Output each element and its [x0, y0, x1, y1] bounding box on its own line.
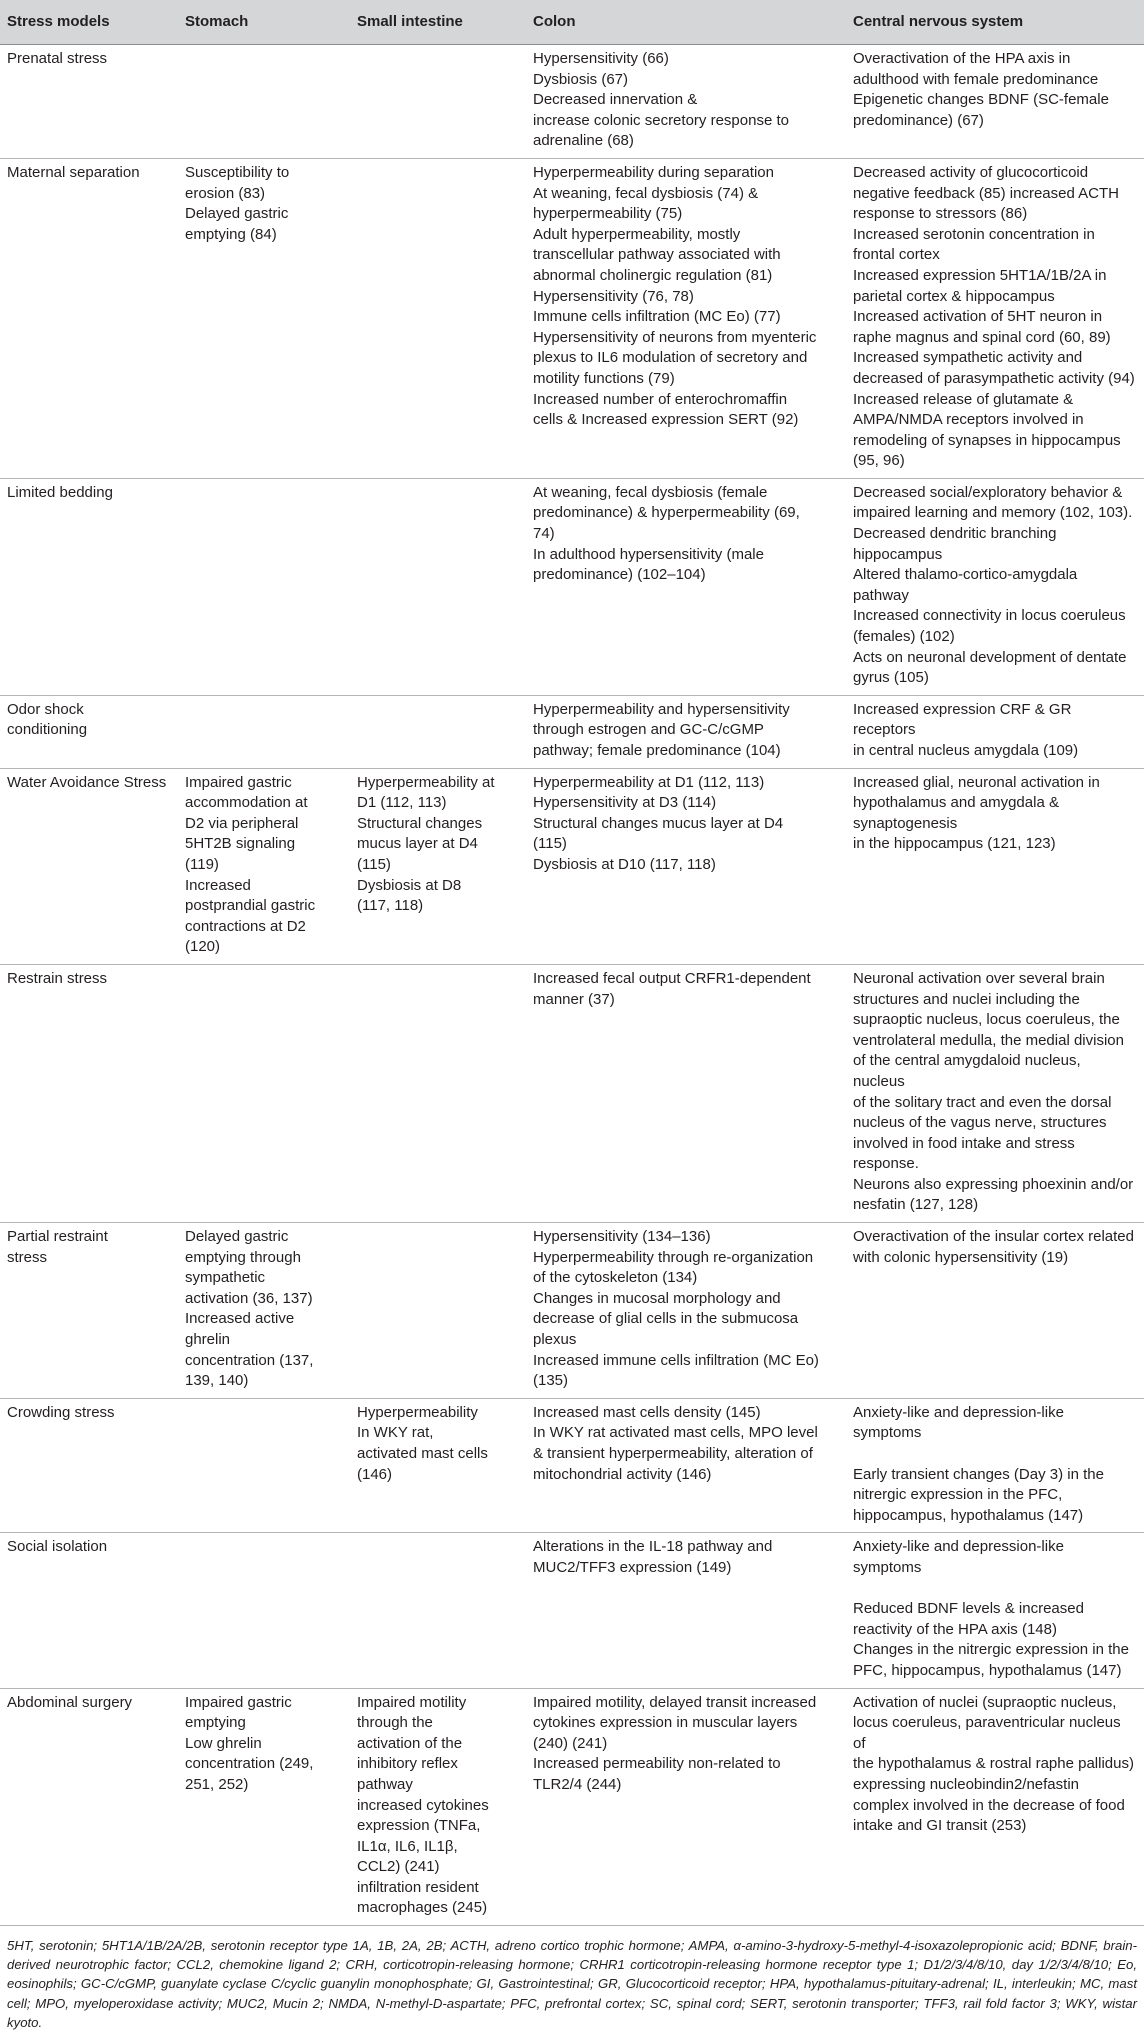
- header-colon: Colon: [526, 0, 846, 45]
- cell-stress-model: [0, 158, 178, 478]
- cell-line: predominance) (67): [853, 111, 984, 129]
- cell-line: manner (37): [533, 990, 615, 1008]
- cell-line: cytokines expression in muscular layers: [533, 1714, 798, 1732]
- cell-line: Structural changes mucus layer at D4: [533, 814, 784, 832]
- table-header-row: [0, 0, 1144, 45]
- cell-line: At weaning, fecal dysbiosis (74) &: [533, 184, 759, 202]
- cell-line: Changes in mucosal morphology and: [533, 1289, 781, 1307]
- cell-line: pathway: [357, 1775, 413, 1793]
- cell-line: Early transient changes (Day 3) in the: [853, 1465, 1104, 1483]
- cell-line: Acts on neuronal development of dentate: [853, 648, 1127, 666]
- cell-line: D2 via peripheral: [185, 814, 299, 832]
- cell-line: Immune cells infiltration (MC Eo) (77): [533, 308, 781, 326]
- cell-line: Impaired motility: [357, 1693, 467, 1711]
- cell-line: Changes in the nitrergic expression in the: [853, 1641, 1129, 1659]
- cell-line: Increased expression 5HT1A/1B/2A in: [853, 266, 1107, 284]
- cell-line: Increased serotonin concentration in: [853, 225, 1095, 243]
- cell-line: 251, 252): [185, 1775, 249, 1793]
- cell-line: (146): [357, 1465, 393, 1483]
- cell-line: Dysbiosis (67): [533, 70, 629, 88]
- cell-line: Susceptibility to: [185, 163, 290, 181]
- cell-stomach: [178, 768, 350, 964]
- cell-small-intestine: [350, 45, 526, 159]
- cell-line: infiltration resident: [357, 1878, 479, 1896]
- cell-line: Increased number of enterochromaffin: [533, 390, 788, 408]
- cell-line: CCL2) (241): [357, 1858, 440, 1876]
- cell-line: intake and GI transit (253): [853, 1817, 1027, 1835]
- cell-line: concentration (249,: [185, 1755, 314, 1773]
- cell-small-intestine: [350, 964, 526, 1222]
- cell-line: gyrus (105): [853, 669, 929, 687]
- cell-line: & transient hyperpermeability, alteration of: [533, 1445, 813, 1462]
- cell-small-intestine: [350, 158, 526, 478]
- cell-colon: [526, 1533, 846, 1688]
- cell-line: decreased of parasympathetic activity (94): [853, 369, 1135, 387]
- cell-cns: [846, 1223, 1144, 1399]
- cell-line: Hypersensitivity (66): [533, 50, 669, 67]
- cell-stomach: [178, 478, 350, 695]
- table-row: [0, 1398, 1144, 1533]
- cell-line: Decreased innervation &: [533, 91, 698, 109]
- cell-line: In adulthood hypersensitivity (male: [533, 545, 764, 563]
- cell-small-intestine: [350, 1533, 526, 1688]
- cell-colon: [526, 1223, 846, 1399]
- cell-line: plexus to IL6 modulation of secretory and: [533, 349, 808, 367]
- table-row: [0, 478, 1144, 695]
- cell-line: of the solitary tract and even the dorsal: [853, 1093, 1112, 1111]
- cell-line: abnormal cholinergic regulation (81): [533, 266, 773, 284]
- cell-line: (120): [185, 938, 221, 956]
- cell-line: Hypersensitivity (76, 78): [533, 287, 694, 305]
- cell-line: sympathetic: [185, 1269, 266, 1287]
- cell-line: ventrolateral medulla, the medial division: [853, 1031, 1124, 1049]
- cell-colon: [526, 158, 846, 478]
- cell-line: D1 (112, 113): [357, 794, 447, 812]
- cell-line: (95, 96): [853, 452, 905, 470]
- cell-line: stress: [7, 1248, 48, 1266]
- cell-cns: [846, 478, 1144, 695]
- cell-line: decrease of glial cells in the submucosa: [533, 1310, 799, 1328]
- cell-line: of the central amygdaloid nucleus, nucleus: [853, 1052, 1081, 1090]
- cell-line: IL1α, IL6, IL1β,: [357, 1837, 458, 1855]
- cell-line: mucus layer at D4: [357, 835, 478, 853]
- table-row: [0, 1223, 1144, 1399]
- cell-line: Increased: [185, 876, 251, 894]
- cell-line: predominance) & hyperpermeability (69,: [533, 504, 800, 522]
- cell-line: through the: [357, 1714, 433, 1732]
- cell-line: postprandial gastric: [185, 897, 316, 915]
- cell-line: Crowding stress: [7, 1403, 115, 1421]
- cell-stomach: [178, 964, 350, 1222]
- cell-stress-model: [0, 1688, 178, 1926]
- header-stomach: Stomach: [178, 0, 350, 45]
- cell-line: (115): [533, 835, 567, 853]
- table-footnote: 5HT, serotonin; 5HT1A/1B/2A/2B, serotonin receptor type 1A, 1B, 2A, 2B; ACTH, adreno cortico trophic hormone; AMPA, α-amino-3-hydroxy-5-methyl-4-isoxazolepropionic acid; BDNF, brain-derived neurotrophic factor; CCL2, chemokine ligand 2; CRH, corticotropin-releasing hormone; CRHR1 corticotropin-releasing hormone receptor type 1; D1/2/3/4/8/10, day 1/2/3/4/8/10; Eo, eosinophils; GC-C/cGMP, guanylate cyclase C/cyclic guanylin monophosphate; GI, Gastrointestinal; GR, Glucocorticoid receptor; HPA, hypothalamus-pituitary-adrenal; IL, interleukin; MC, mast cell; MPO, myeloperoxidase activity; MUC2, Mucin 2; NMDA, N-methyl-D-aspartate; PFC, prefrontal cortex; SC, spinal cord; SERT, serotonin transporter; TFF3, rail fold factor 3; WKY, wistar kyoto.: [7, 1938, 1137, 2030]
- cell-stomach: [178, 695, 350, 768]
- cell-stomach: [178, 1398, 350, 1533]
- cell-line: Hyperpermeability through re-organization: [533, 1248, 814, 1266]
- cell-stress-model: [0, 1223, 178, 1399]
- cell-line: pathway: [853, 586, 909, 604]
- cell-cns: [846, 1533, 1144, 1688]
- cell-line: (135): [533, 1372, 569, 1390]
- cell-line: Hyperpermeability during separation: [533, 163, 774, 181]
- cell-line: inhibitory reflex: [357, 1755, 458, 1773]
- cell-line: Restrain stress: [7, 969, 108, 987]
- cell-stress-model: [0, 964, 178, 1222]
- cell-line: complex involved in the decrease of food: [853, 1796, 1125, 1814]
- cell-line: in the hippocampus (121, 123): [853, 835, 1056, 853]
- cell-line: remodeling of synapses in hippocampus: [853, 431, 1121, 449]
- cell-line: frontal cortex: [853, 246, 940, 264]
- cell-line: negative feedback (85) increased ACTH: [853, 184, 1119, 202]
- cell-line: Anxiety-like and depression-like symptoms: [853, 1403, 1064, 1442]
- cell-stress-model: [0, 1533, 178, 1688]
- cell-stomach: [178, 158, 350, 478]
- cell-colon: [526, 695, 846, 768]
- cell-line: Hyperpermeability at D1 (112, 113): [533, 773, 765, 791]
- cell-line: Activation of nuclei (supraoptic nucleus,: [853, 1693, 1117, 1711]
- cell-line: Abdominal surgery: [7, 1693, 133, 1711]
- cell-line: PFC, hippocampus, hypothalamus (147): [853, 1661, 1122, 1679]
- cell-cns: [846, 158, 1144, 478]
- table-body: [0, 45, 1144, 1926]
- cell-colon: [526, 768, 846, 964]
- cell-line: Hypersensitivity of neurons from myenteric: [533, 328, 817, 346]
- cell-colon: [526, 1688, 846, 1926]
- cell-line: Social isolation: [7, 1538, 108, 1556]
- cell-line: with colonic hypersensitivity (19): [853, 1248, 1069, 1266]
- cell-line: in central nucleus amygdala (109): [853, 742, 1079, 759]
- cell-small-intestine: [350, 478, 526, 695]
- cell-cns: [846, 768, 1144, 964]
- cell-line: emptying through: [185, 1248, 301, 1266]
- cell-line: Prenatal stress: [7, 50, 108, 67]
- cell-line: Impaired gastric: [185, 1693, 292, 1711]
- cell-stomach: [178, 1223, 350, 1399]
- cell-line: Increased activation of 5HT neuron in: [853, 308, 1103, 326]
- cell-line: Overactivation of the HPA axis in: [853, 50, 1071, 67]
- cell-cns: [846, 964, 1144, 1222]
- cell-line: Neurons also expressing phoexinin and/or: [853, 1175, 1134, 1193]
- cell-line: MUC2/TFF3 expression (149): [533, 1558, 732, 1576]
- cell-line: motility functions (79): [533, 369, 675, 387]
- cell-line: pathway; female predominance (104): [533, 742, 781, 759]
- cell-line: Limited bedding: [7, 483, 113, 501]
- cell-line: adulthood with female predominance: [853, 70, 1099, 88]
- cell-line: activation (36, 137): [185, 1289, 313, 1307]
- cell-line: adrenaline (68): [533, 132, 634, 150]
- cell-stress-model: [0, 45, 178, 159]
- cell-line: hippocampus, hypothalamus (147): [853, 1506, 1084, 1524]
- cell-line: raphe magnus and spinal cord (60, 89): [853, 328, 1111, 346]
- cell-line: Low ghrelin: [185, 1734, 262, 1752]
- cell-line: involved in food intake and stress: [853, 1134, 1075, 1152]
- cell-line: increase colonic secretory response to: [533, 111, 789, 129]
- table-row: [0, 1533, 1144, 1688]
- cell-line: 74): [533, 525, 555, 543]
- cell-small-intestine: [350, 768, 526, 964]
- cell-line: (females) (102): [853, 628, 955, 646]
- cell-line: hypothalamus and amygdala &: [853, 794, 1059, 812]
- cell-line: Partial restraint: [7, 1228, 108, 1246]
- header-central-nervous-system: Central nervous system: [846, 0, 1144, 45]
- cell-line: Structural changes: [357, 814, 483, 832]
- cell-line: supraoptic nucleus, locus coeruleus, the: [853, 1011, 1120, 1029]
- cell-line: response.: [853, 1155, 919, 1173]
- cell-line: predominance) (102–104): [533, 566, 706, 584]
- cell-line: Delayed gastric: [185, 1228, 289, 1246]
- cell-stress-model: [0, 478, 178, 695]
- cell-line: emptying: [185, 1714, 246, 1732]
- cell-stress-model: [0, 695, 178, 768]
- cell-line: nitrergic expression in the PFC,: [853, 1486, 1063, 1504]
- cell-line: hippocampus: [853, 545, 943, 563]
- cell-line: Neuronal activation over several brain: [853, 969, 1105, 987]
- cell-line: Altered thalamo-cortico-amygdala: [853, 566, 1078, 584]
- cell-line: Decreased dendritic branching: [853, 525, 1057, 543]
- cell-small-intestine: [350, 695, 526, 768]
- table-row: [0, 964, 1144, 1222]
- cell-line: AMPA/NMDA receptors involved in: [853, 411, 1084, 429]
- cell-line: erosion (83): [185, 184, 266, 202]
- cell-line: Decreased activity of glucocorticoid: [853, 163, 1089, 181]
- cell-cns: [846, 1398, 1144, 1533]
- cell-line: Increased release of glutamate &: [853, 390, 1074, 408]
- cell-line: Increased expression CRF & GR receptors: [853, 700, 1072, 739]
- cell-line: (117, 118): [357, 897, 424, 915]
- cell-line: Adult hyperpermeability, mostly: [533, 225, 741, 243]
- cell-line: macrophages (245): [357, 1899, 488, 1917]
- cell-line: (240) (241): [533, 1734, 608, 1752]
- cell-line: conditioning: [7, 721, 88, 739]
- cell-line: (119): [185, 855, 219, 873]
- cell-line: [853, 1579, 1136, 1600]
- cell-line: Dysbiosis at D10 (117, 118): [533, 855, 716, 873]
- cell-small-intestine: [350, 1398, 526, 1533]
- cell-line: Delayed gastric: [185, 205, 289, 223]
- cell-line: Increased permeability non-related to: [533, 1755, 781, 1773]
- table-row: [0, 695, 1144, 768]
- cell-line: [853, 1444, 1136, 1465]
- cell-stress-model: [0, 768, 178, 964]
- cell-line: hyperpermeability (75): [533, 205, 683, 223]
- cell-line: expressing nucleobindin2/nefastin: [853, 1775, 1079, 1793]
- table-row: [0, 45, 1144, 159]
- cell-line: response to stressors (86): [853, 205, 1028, 223]
- cell-line: Hyperpermeability and hypersensitivity: [533, 700, 790, 718]
- cell-line: mitochondrial activity (146): [533, 1465, 712, 1483]
- cell-line: parietal cortex & hippocampus: [853, 287, 1055, 305]
- cell-line: impaired learning and memory (102, 103).: [853, 504, 1133, 522]
- cell-line: (115): [357, 855, 391, 873]
- cell-line: locus coeruleus, paraventricular nucleus of: [853, 1714, 1121, 1752]
- cell-line: Hyperpermeability at: [357, 773, 495, 791]
- cell-line: Water Avoidance Stress: [7, 773, 167, 791]
- table-row: [0, 1688, 1144, 1926]
- cell-colon: [526, 478, 846, 695]
- cell-line: activated mast cells: [357, 1445, 488, 1462]
- cell-line: ghrelin: [185, 1331, 231, 1349]
- cell-cns: [846, 695, 1144, 768]
- cell-colon: [526, 45, 846, 159]
- cell-line: Dysbiosis at D8: [357, 876, 462, 894]
- cell-line: Odor shock: [7, 700, 84, 718]
- table-row: [0, 768, 1144, 964]
- cell-line: Overactivation of the insular cortex related: [853, 1228, 1134, 1246]
- cell-stomach: [178, 1533, 350, 1688]
- cell-colon: [526, 964, 846, 1222]
- cell-line: nesfatin (127, 128): [853, 1196, 979, 1214]
- cell-small-intestine: [350, 1223, 526, 1399]
- cell-line: 139, 140): [185, 1372, 249, 1390]
- cell-line: 5HT2B signaling: [185, 835, 296, 853]
- cell-line: transcellular pathway associated with: [533, 246, 781, 264]
- cell-line: TLR2/4 (244): [533, 1775, 622, 1793]
- cell-line: increased cytokines: [357, 1796, 489, 1814]
- cell-cns: [846, 45, 1144, 159]
- cell-line: Increased sympathetic activity and: [853, 349, 1083, 367]
- cell-line: Anxiety-like and depression-like symptoms: [853, 1538, 1064, 1576]
- cell-line: plexus: [533, 1331, 577, 1349]
- cell-line: Maternal separation: [7, 163, 140, 181]
- table-row: [0, 158, 1144, 478]
- cell-line: Increased active: [185, 1310, 295, 1328]
- cell-line: Hypersensitivity at D3 (114): [533, 794, 717, 812]
- cell-line: Hypersensitivity (134–136): [533, 1228, 711, 1246]
- cell-line: through estrogen and GC-C/cGMP: [533, 721, 764, 739]
- cell-line: structures and nuclei including the: [853, 990, 1080, 1008]
- cell-line: Increased immune cells infiltration (MC Eo): [533, 1351, 819, 1369]
- cell-line: Decreased social/exploratory behavior &: [853, 483, 1123, 501]
- cell-line: Impaired gastric: [185, 773, 292, 791]
- cell-line: synaptogenesis: [853, 814, 958, 832]
- cell-stress-model: [0, 1398, 178, 1533]
- cell-line: Increased mast cells density (145): [533, 1403, 761, 1421]
- header-small-intestine: Small intestine: [350, 0, 526, 45]
- cell-line: reactivity of the HPA axis (148): [853, 1620, 1057, 1638]
- cell-line: Alterations in the IL-18 pathway and: [533, 1538, 773, 1556]
- cell-stomach: [178, 1688, 350, 1926]
- cell-line: expression (TNFa,: [357, 1817, 481, 1835]
- cell-line: of the cytoskeleton (134): [533, 1269, 698, 1287]
- cell-line: At weaning, fecal dysbiosis (female: [533, 483, 768, 501]
- cell-line: emptying (84): [185, 225, 277, 243]
- cell-line: Epigenetic changes BDNF (SC-female: [853, 91, 1109, 109]
- cell-line: accommodation at: [185, 794, 308, 812]
- cell-line: Increased fecal output CRFR1-dependent: [533, 969, 811, 987]
- cell-line: the hypothalamus & rostral raphe pallidus): [853, 1755, 1134, 1773]
- cell-line: Reduced BDNF levels & increased: [853, 1600, 1084, 1618]
- cell-line: concentration (137,: [185, 1351, 314, 1369]
- cell-cns: [846, 1688, 1144, 1926]
- cell-line: Increased connectivity in locus coeruleus: [853, 607, 1126, 625]
- cell-small-intestine: [350, 1688, 526, 1926]
- cell-stomach: [178, 45, 350, 159]
- cell-line: In WKY rat,: [357, 1424, 434, 1442]
- cell-line: cells & Increased expression SERT (92): [533, 411, 799, 429]
- cell-line: contractions at D2: [185, 917, 306, 935]
- cell-line: nucleus of the vagus nerve, structures: [853, 1114, 1107, 1132]
- cell-line: In WKY rat activated mast cells, MPO level: [533, 1424, 818, 1442]
- cell-colon: [526, 1398, 846, 1533]
- header-stress-models: Stress models: [0, 0, 178, 45]
- cell-line: Increased glial, neuronal activation in: [853, 773, 1100, 791]
- cell-line: activation of the: [357, 1734, 463, 1752]
- cell-line: Impaired motility, delayed transit increased: [533, 1693, 817, 1711]
- cell-line: Hyperpermeability: [357, 1403, 478, 1421]
